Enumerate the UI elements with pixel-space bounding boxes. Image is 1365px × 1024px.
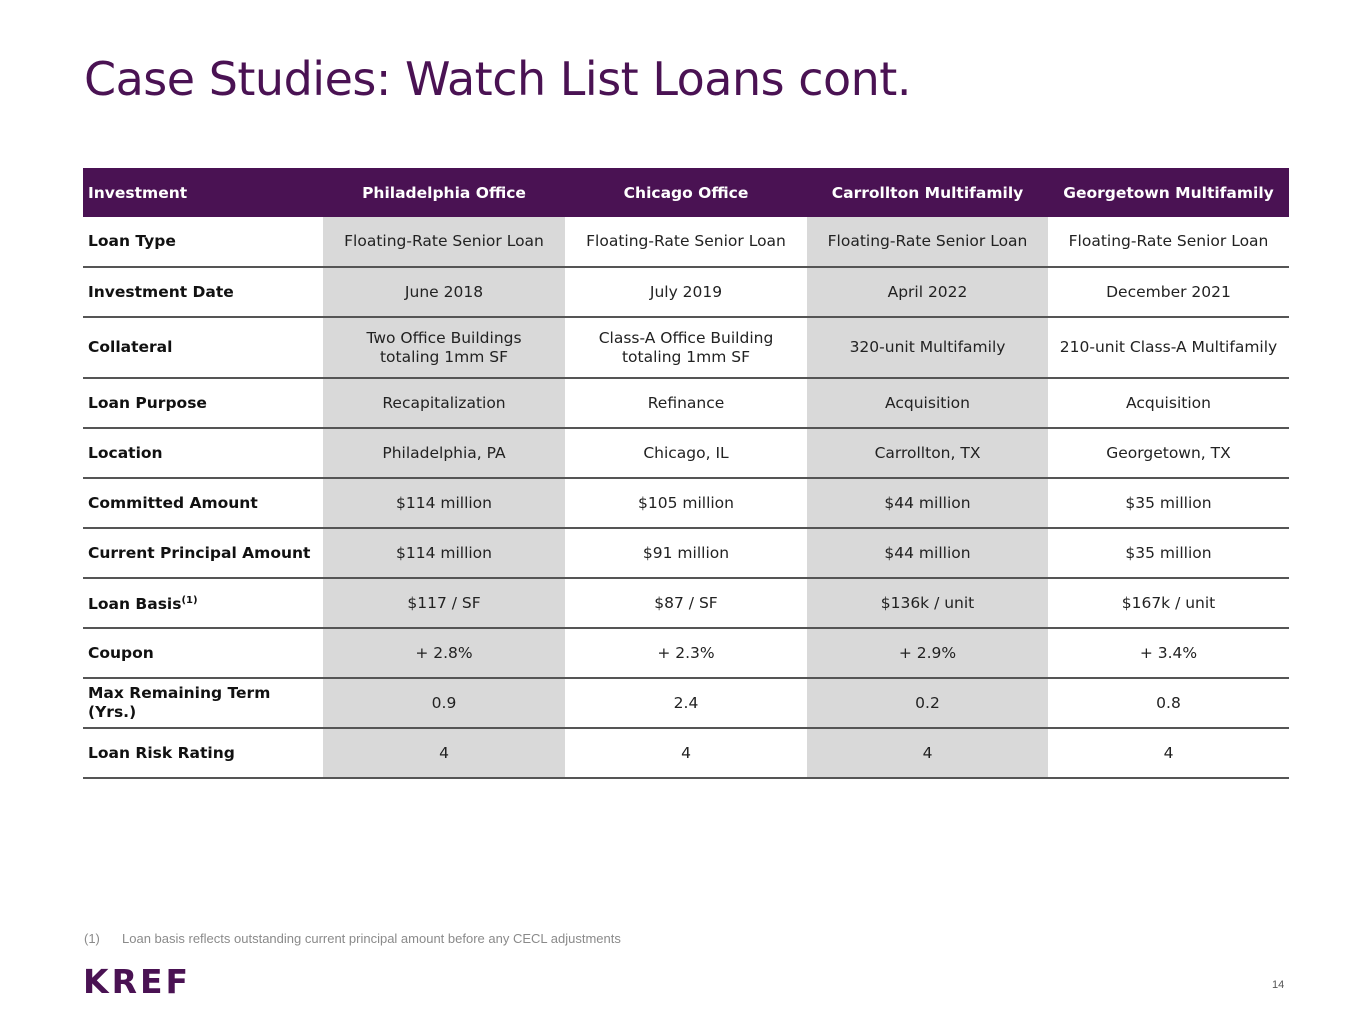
row-label: [83, 317, 323, 378]
table-cell: 4: [565, 728, 807, 778]
row-label: [83, 728, 323, 778]
table-cell: + 3.4%: [1048, 628, 1289, 678]
table-row: [83, 578, 1289, 628]
table-cell: Class-A Office Building totaling 1mm SF: [565, 317, 807, 378]
table-cell: + 2.9%: [807, 628, 1048, 678]
row-label: [83, 217, 323, 267]
table-cell: 320-unit Multifamily: [807, 317, 1048, 378]
row-label: [83, 578, 323, 628]
table-cell: 0.9: [323, 678, 565, 728]
row-label-text: Location: [88, 443, 163, 462]
table-cell: $167k / unit: [1048, 578, 1289, 628]
row-label: [83, 428, 323, 478]
row-label-text: Loan Type: [88, 232, 176, 250]
header-cell: Investment: [83, 168, 323, 217]
table-cell: $117 / SF: [323, 578, 565, 628]
table-row: [83, 428, 1289, 478]
table-cell: Carrollton, TX: [807, 428, 1048, 478]
table-row: [83, 378, 1289, 428]
table-row: [83, 317, 1289, 378]
table-cell: + 2.3%: [565, 628, 807, 678]
table-row: [83, 678, 1289, 728]
row-label-text: Loan Purpose: [88, 393, 207, 412]
table-header-row: [83, 168, 1289, 217]
table-cell: Floating-Rate Senior Loan: [565, 217, 807, 267]
page-number: 14: [1272, 979, 1285, 991]
row-label: [83, 478, 323, 528]
row-label-text: Committed Amount: [88, 493, 258, 512]
table-row: [83, 728, 1289, 778]
table-cell: Floating-Rate Senior Loan: [1048, 217, 1289, 267]
row-label: [83, 628, 323, 678]
table-cell: 0.8: [1048, 678, 1289, 728]
table-cell: Philadelphia, PA: [323, 428, 565, 478]
table-cell: July 2019: [565, 267, 807, 317]
row-label-text: Loan Basis: [88, 595, 182, 614]
row-label: [83, 378, 323, 428]
table-row: [83, 267, 1289, 317]
table-cell: December 2021: [1048, 267, 1289, 317]
kref-logo: KREF: [83, 962, 192, 1001]
header-cell: Philadelphia Office: [323, 168, 565, 217]
header-cell: Georgetown Multifamily: [1048, 168, 1289, 217]
table-row: [83, 478, 1289, 528]
table-row: [83, 217, 1289, 267]
table-cell: $44 million: [807, 528, 1048, 578]
table-cell: April 2022: [807, 267, 1048, 317]
table-cell: $87 / SF: [565, 578, 807, 628]
page-title: Case Studies: Watch List Loans cont.: [84, 52, 911, 106]
table-cell: Refinance: [565, 378, 807, 428]
table-cell: $35 million: [1048, 528, 1289, 578]
table-cell: 2.4: [565, 678, 807, 728]
row-label-text: Loan Risk Rating: [88, 743, 235, 762]
table-cell: + 2.8%: [323, 628, 565, 678]
row-label-text: Investment Date: [88, 282, 234, 301]
table-cell: 0.2: [807, 678, 1048, 728]
row-label-text: Max Remaining Term (Yrs.): [88, 684, 271, 721]
row-label-text: Current Principal Amount: [88, 543, 311, 562]
table-cell: $136k / unit: [807, 578, 1048, 628]
table-cell: Acquisition: [1048, 378, 1289, 428]
table-cell: Floating-Rate Senior Loan: [323, 217, 565, 267]
table-cell: 4: [323, 728, 565, 778]
footnote: [84, 931, 621, 946]
table-cell: Recapitalization: [323, 378, 565, 428]
table-row: [83, 628, 1289, 678]
table-cell: Chicago, IL: [565, 428, 807, 478]
header-cell: Chicago Office: [565, 168, 807, 217]
footnote-reference: (1): [181, 595, 198, 607]
row-label-text: Coupon: [88, 643, 154, 662]
table-cell: 4: [1048, 728, 1289, 778]
table-cell: June 2018: [323, 267, 565, 317]
table-body: [83, 217, 1289, 778]
row-label: [83, 528, 323, 578]
table-cell: Two Office Buildings totaling 1mm SF: [323, 317, 565, 378]
table-cell: $91 million: [565, 528, 807, 578]
row-label: [83, 267, 323, 317]
table-cell: Floating-Rate Senior Loan: [807, 217, 1048, 267]
table-row: [83, 528, 1289, 578]
row-label-text: Collateral: [88, 338, 173, 356]
table-cell: $114 million: [323, 528, 565, 578]
table-cell: $44 million: [807, 478, 1048, 528]
table-cell: $114 million: [323, 478, 565, 528]
loans-table: [83, 168, 1289, 779]
table-cell: Georgetown, TX: [1048, 428, 1289, 478]
table-cell: 4: [807, 728, 1048, 778]
table-cell: $105 million: [565, 478, 807, 528]
table-cell: 210-unit Class-A Multifamily: [1048, 317, 1289, 378]
row-label: [83, 678, 323, 728]
header-cell: Carrollton Multifamily: [807, 168, 1048, 217]
footnote-marker: (1): [84, 931, 100, 946]
table-cell: Acquisition: [807, 378, 1048, 428]
footnote-text: Loan basis reflects outstanding current principal amount before any CECL adjustments: [122, 931, 621, 946]
table-cell: $35 million: [1048, 478, 1289, 528]
